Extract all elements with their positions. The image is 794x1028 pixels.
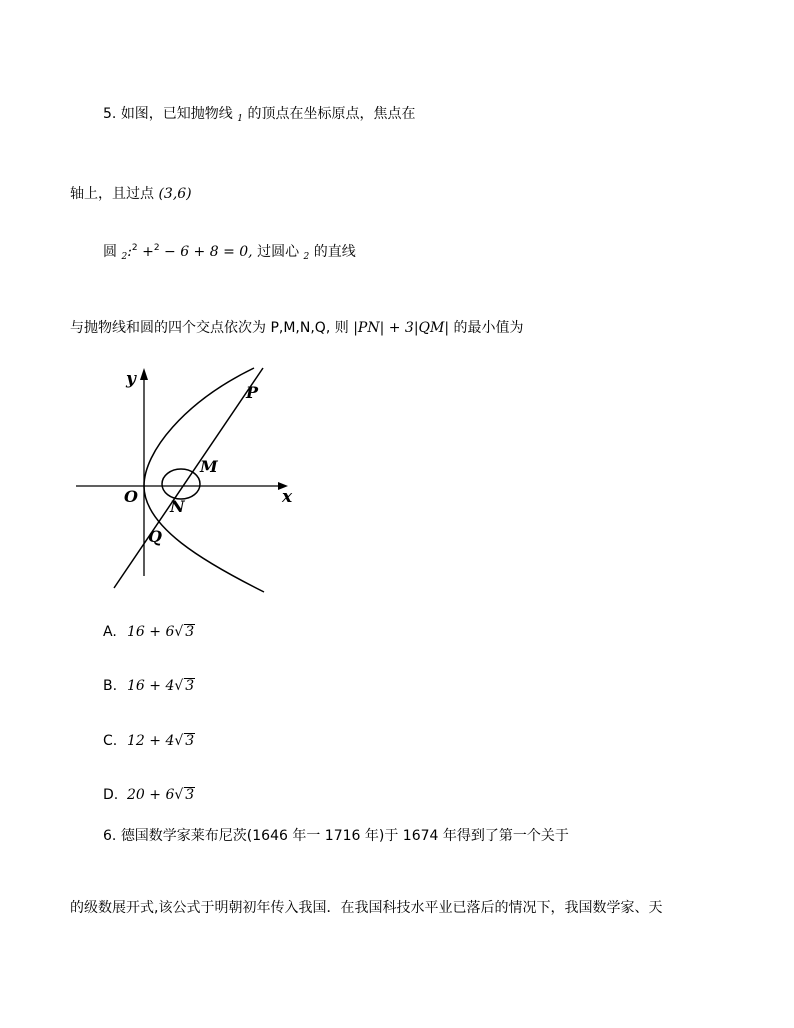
q5-line2 xyxy=(70,184,192,204)
option-b[interactable] xyxy=(103,676,195,696)
q5-line1-sub: 1 xyxy=(237,114,243,124)
q5-line4-expr: |PN| + 3|QM| xyxy=(353,320,450,336)
q6-line2-text: 的级数展开式,该公式于明朝初年传入我国．在我国科技水平业已落后的情况下，我国数学家、天 xyxy=(70,900,663,916)
option-d-radicand: 3 xyxy=(185,787,195,803)
q5-line3-text-b: 过圆心 xyxy=(257,244,300,260)
sqrt-icon: √ xyxy=(174,678,184,694)
q5-line1 xyxy=(103,104,415,129)
y-label: y xyxy=(126,369,136,389)
line-through-center xyxy=(114,368,263,588)
option-d-expr: 20 + 6 xyxy=(127,787,175,803)
q5-line4-points: P,M,N,Q, xyxy=(270,320,331,336)
q5-line3-text-c: 的直线 xyxy=(313,244,356,260)
sqrt-icon: √ xyxy=(174,787,184,803)
option-a-label: A. xyxy=(103,624,117,640)
x-label: x xyxy=(282,487,293,507)
q5-line3-sup1: 2 xyxy=(131,243,138,253)
option-c-label: C. xyxy=(103,733,118,749)
parabola-circle-figure xyxy=(74,362,304,594)
option-b-label: B. xyxy=(103,678,118,694)
q-label: Q xyxy=(148,527,162,546)
q5-line3-text-a: 圆 xyxy=(103,244,117,260)
m-label: M xyxy=(200,457,218,476)
option-c[interactable] xyxy=(103,731,195,751)
q5-line2-point: (3,6) xyxy=(158,186,192,202)
p-label: P xyxy=(246,383,259,402)
option-d[interactable] xyxy=(103,785,195,805)
q5-line3-colon: : xyxy=(127,244,132,260)
n-label: N xyxy=(170,497,185,516)
q5-line1-text-a: 如图，已知抛物线 xyxy=(120,106,233,122)
option-c-expr: 12 + 4 xyxy=(127,733,175,749)
q6-number: 6. xyxy=(103,828,117,844)
q5-line1-text-b: 的顶点在坐标原点，焦点在 xyxy=(247,106,416,122)
q6-line1 xyxy=(103,826,569,846)
q5-line4-text-c: 的最小值为 xyxy=(453,320,524,336)
option-b-radicand: 3 xyxy=(185,678,195,694)
circle-c2 xyxy=(162,469,200,499)
q5-line2-text: 轴上，且过点 xyxy=(70,186,154,202)
q5-line3-sub2: 2 xyxy=(303,252,310,262)
q5-line4-text-a: 与抛物线和圆的四个交点依次为 xyxy=(70,320,266,336)
q5-number: 5. xyxy=(103,106,117,122)
option-a[interactable] xyxy=(103,622,195,642)
q5-line3 xyxy=(103,238,356,267)
option-d-label: D. xyxy=(103,787,119,803)
sqrt-icon: √ xyxy=(174,733,184,749)
sqrt-icon: √ xyxy=(174,624,184,640)
option-b-expr: 16 + 4 xyxy=(127,678,175,694)
q5-line3-sup2: 2 xyxy=(153,243,160,253)
option-a-radicand: 3 xyxy=(185,624,195,640)
q5-line4-text-b: 则 xyxy=(334,320,349,336)
o-label: O xyxy=(124,487,138,506)
q6-line1-text: 德国数学家莱布尼茨(1646 年一 1716 年)于 1674 年得到了第一个关于 xyxy=(120,828,569,844)
q5-line3-plus: + xyxy=(142,244,154,260)
y-axis-arrow-icon xyxy=(140,368,148,380)
option-c-radicand: 3 xyxy=(185,733,195,749)
q6-line2 xyxy=(70,898,662,918)
q5-line3-equation: − 6 + 8 = 0, xyxy=(164,244,253,260)
q5-line3-sub: 2 xyxy=(121,252,128,262)
option-a-expr: 16 + 6 xyxy=(127,624,175,640)
q5-line4 xyxy=(70,318,524,338)
